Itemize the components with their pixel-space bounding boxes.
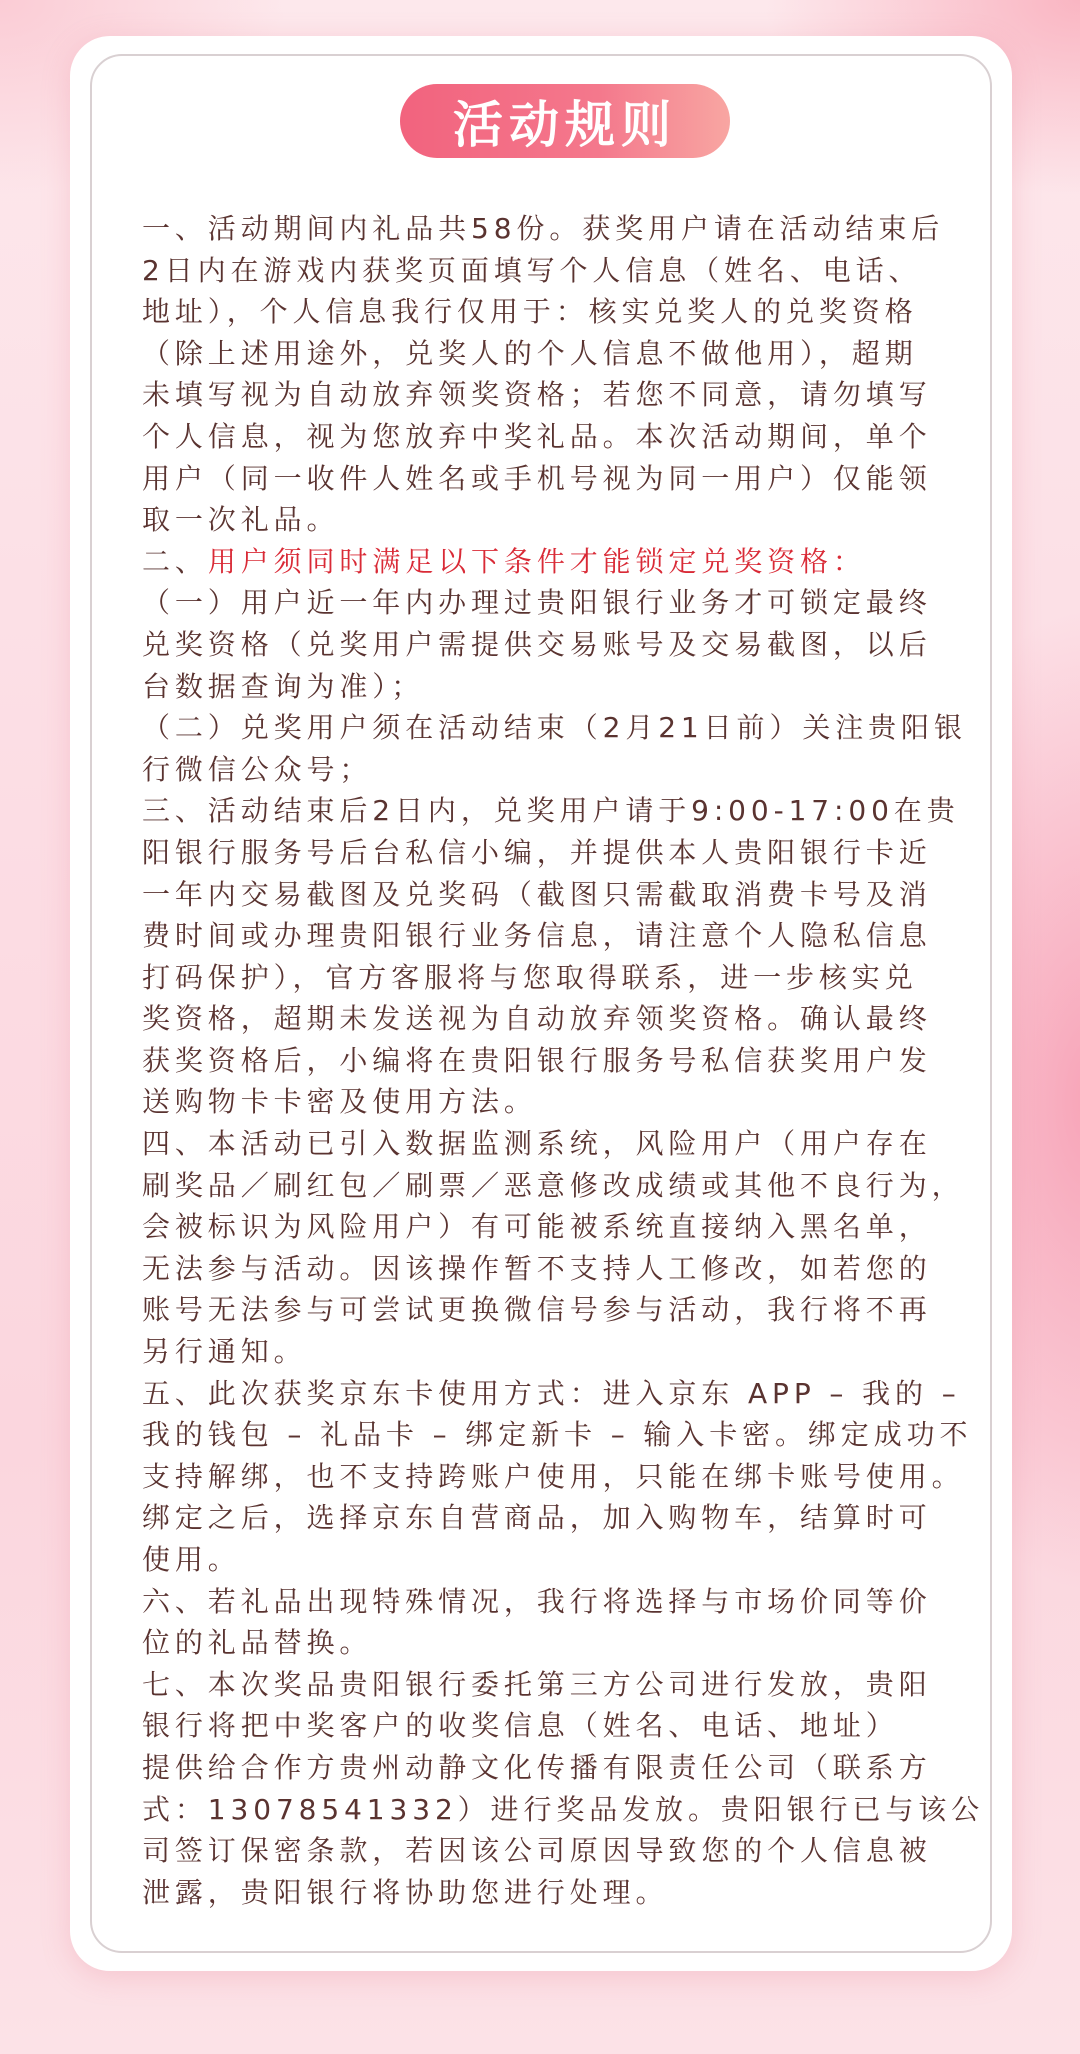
rule-line: 绑定之后，选择京东自营商品，加入购物车，结算时可 (142, 1501, 932, 1535)
page-title: 活动规则 (453, 96, 677, 154)
rule-line: 会被标识为风险用户）有可能被系统直接纳入黑名单， (142, 1210, 932, 1244)
rule-line: 行微信公众号； (142, 752, 373, 786)
card-border (90, 54, 992, 1953)
rule-line: 费时间或办理贵阳银行业务信息，请注意个人隐私信息 (142, 919, 932, 953)
rule-number: 二、 (142, 544, 208, 578)
rule-line: 奖资格，超期未发送视为自动放弃领奖资格。确认最终 (142, 1002, 932, 1036)
rule-line: 银行将把中奖客户的收奖信息（姓名、电话、地址） (142, 1709, 899, 1743)
rule-line: 使用。 (142, 1543, 241, 1576)
rules-list (142, 208, 985, 1913)
rule-line: 打码保护），官方客服将与您取得联系，进一步核实兑 (142, 960, 918, 994)
rule-line: 五、此次获奖京东卡使用方式：进入京东 APP – 我的 – (142, 1376, 961, 1410)
rule-line: 刷奖品／刷红包／刷票／恶意修改成绩或其他不良行为， (142, 1168, 965, 1202)
rule-line: 取一次礼品。 (142, 503, 340, 537)
rule-line: 阳银行服务号后台私信小编，并提供本人贵阳银行卡近 (142, 835, 932, 869)
rule-line: 无法参与活动。因该操作暂不支持人工修改，如若您的 (142, 1251, 932, 1285)
rule-line: 另行通知。 (142, 1335, 307, 1369)
rule-line: 一、活动期间内礼品共58份。获奖用户请在活动结束后 (142, 212, 945, 245)
rule-line: （二）兑奖用户须在活动结束（2月21日前）关注贵阳银 (142, 711, 967, 745)
rule-line: 2日内在游戏内获奖页面填写个人信息（姓名、电话、 (142, 253, 922, 287)
rule-line: 未填写视为自动放弃领奖资格；若您不同意，请勿填写 (142, 378, 932, 412)
rule-line: 账号无法参与可尝试更换微信号参与活动，我行将不再 (142, 1293, 932, 1327)
rule-line: 我的钱包 – 礼品卡 – 绑定新卡 – 输入卡密。绑定成功不 (142, 1418, 973, 1452)
rule-line: 一年内交易截图及兑奖码（截图只需截取消费卡号及消 (142, 877, 932, 911)
rule-line: 送购物卡卡密及使用方法。 (142, 1085, 537, 1119)
title-banner (400, 84, 730, 158)
rule-line: 泄露，贵阳银行将协助您进行处理。 (142, 1875, 669, 1909)
rule-line: 用户（同一收件人姓名或手机号视为同一用户）仅能领 (142, 461, 932, 495)
rule-line: 六、若礼品出现特殊情况，我行将选择与市场价同等价 (142, 1584, 932, 1618)
rule-line: 地址），个人信息我行仅用于：核实兑奖人的兑奖资格 (142, 295, 918, 329)
rule-line: 司签订保密条款，若因该公司原因导致您的个人信息被 (142, 1834, 932, 1868)
rule-line: 支持解绑，也不支持跨账户使用，只能在绑卡账号使用。 (142, 1459, 965, 1493)
rule-line: 提供给合作方贵州动静文化传播有限责任公司（联系方 (142, 1750, 932, 1784)
rule-highlight-text: 用户须同时满足以下条件才能锁定兑奖资格： (207, 544, 866, 578)
rule-line: 位的礼品替换。 (142, 1626, 373, 1660)
rules-card (70, 36, 1012, 1971)
rule-line (142, 541, 964, 583)
rule-line: 式：13078541332）进行奖品发放。贵阳银行已与该公 (142, 1792, 985, 1826)
rule-line: 三、活动结束后2日内，兑奖用户请于9:00-17:00在贵 (142, 794, 960, 828)
rule-line: 四、本活动已引入数据监测系统，风险用户（用户存在 (142, 1127, 932, 1161)
rule-line: 获奖资格后，小编将在贵阳银行服务号私信获奖用户发 (142, 1043, 932, 1077)
rule-line: （一）用户近一年内办理过贵阳银行业务才可锁定最终 (142, 586, 932, 620)
rule-line: 个人信息，视为您放弃中奖礼品。本次活动期间，单个 (142, 419, 932, 453)
rule-line: 七、本次奖品贵阳银行委托第三方公司进行发放，贵阳 (142, 1667, 932, 1701)
rule-line: 台数据查询为准）； (142, 669, 425, 703)
rule-line: （除上述用途外，兑奖人的个人信息不做他用），超期 (142, 336, 918, 370)
rule-line: 兑奖资格（兑奖用户需提供交易账号及交易截图，以后 (142, 627, 932, 661)
